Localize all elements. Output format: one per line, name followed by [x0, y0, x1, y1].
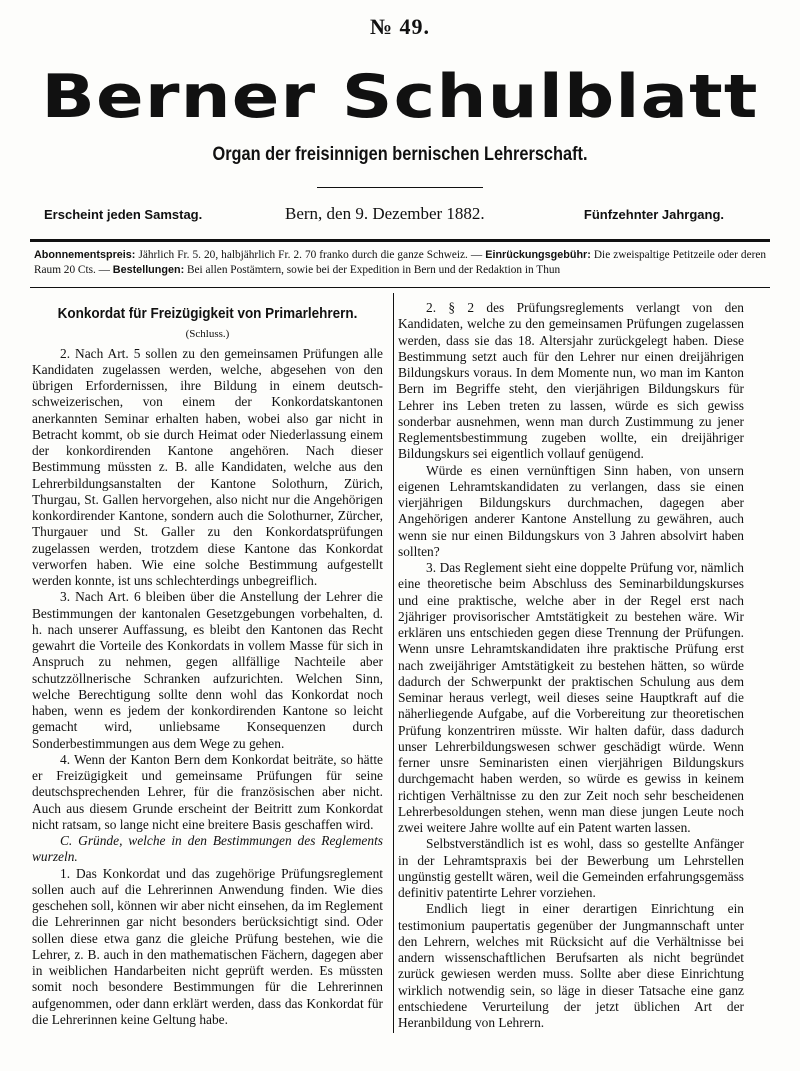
newspaper-subtitle: Organ der freisinnigen bernischen Lehrerschaft.	[212, 144, 588, 165]
subscription-terms	[34, 248, 766, 278]
paragraph: Würde es einen vernünftigen Sinn haben, von unsern eigenen Lehramtskandidaten zu verlangen, dass sie einen vierjährigen Bildungskurs durchmachen, dagegen aber Angehörigen anderer Kantone Anstellung zu gewähren, auch wenn sie nur einen Bildungskurs von 3 Jahren absolvirt haben sollten?	[398, 462, 744, 559]
subscription-label: Abonnementspreis:	[34, 249, 136, 261]
title-divider	[317, 187, 483, 188]
orders-label: Bestellungen:	[112, 264, 185, 276]
paragraph: 2. Nach Art. 5 sollen zu den gemeinsamen Prüfungen alle Kandidaten zugelassen werden, welche, abgesehen von den übrigen Erfordernissen, ihre Bildung in einem deutsch-schweizerischen, von einem der Konkordatskantonen anerkannten Seminar erhalten haben, wobei also gar nicht in Betracht kommt, ob sie durch Heimat oder Niederlassung einem der konkordirenden Kantone angehören. Nach dieser Bestimmung müssten z. B. alle Kandidaten, welche aus den Lehrerbildungsanstalten der Kantone Solothurn, Zürich, Thurgau, St. Gallen hervorgehen, also nicht nur die Angehörigen konkordirender Kantone, sondern auch die Solothurner, Zürcher, Thurgauer und St. Galler zu den Konkordatsprüfungen zugelassen werden, trotzdem diese Kantone das Konkordat verworfen haben. Wie eine solche Bestimmung aufgestellt werden konnte, ist uns schlechterdings unbegreiflich.	[32, 345, 383, 588]
paragraph: 3. Nach Art. 6 bleiben über die Anstellung der Lehrer die Bestimmungen der kantonalen Gesetzgebungen vorbehalten, d. h. nach unserer Auffassung, es bleibt den Kantonen das Recht gewahrt die Vorteile des Konkordats in vollem Masse für sich in Anspruch zu nehmen, gegen allfällige Nachteile aber schutzzöllnerische Schranken aufzurichten. Welchen Sinn, welche Berechtigung sollte denn wohl das Konkordat noch haben, wenn es jedem der konkordirenden Kantone so leicht gemacht wird, unliebsame Konsequenzen durch Sonderbestimmungen aus dem Wege zu gehen.	[32, 589, 383, 751]
paragraph: 4. Wenn der Kanton Bern dem Konkordat beiträte, so hätte er Freizügigkeit und gemeinsame Prüfungen für seine deutschsprechenden Lehrer, für die französischen aber nicht. Auch aus diesem Grunde erscheint der Beitritt zum Konkordat nicht ratsam, so lange nicht eine breitere Basis geschaffen wird.	[32, 751, 383, 832]
place-date: Bern, den 9. Dezember 1882.	[285, 204, 485, 223]
header-rule	[30, 239, 770, 242]
paragraph: Endlich liegt in einer derartigen Einrichtung ein testimonium paupertatis gegenüber der Jungmannschaft unter den Lehrern, welches mit Rücksicht auf die Verhältnisse bei andern wissenschaftlichen Berufsarten als nicht begründet zurück gewiesen werden muss. Sollte aber diese Einrichtung wirklich notwendig sein, so läge in dieser Tatsache eine ganz entschiedene Verurteilung der jetzt üblichen Art der Heranbildung von Lehrern.	[398, 901, 744, 1030]
newspaper-title: Berner Schulblatt	[41, 62, 759, 132]
paragraph: Selbstverständlich ist es wohl, dass so gestellte Anfänger in der Lehramtspraxis bei der Bewerbung um Lehrstellen ungünstig gestellt wären, weil die Gemeinden erfahrungsgemäss definitiv patentirte Lehrer vorziehen.	[398, 836, 744, 900]
column-divider	[393, 293, 394, 1033]
right-column	[398, 300, 744, 1031]
section-heading: C. Gründe, welche in den Bestimmungen des Reglements wurzeln.	[32, 833, 383, 865]
paragraph: 1. Das Konkordat und das zugehörige Prüfungsreglement sollen auch auf die Lehrerinnen Anwendung finden. Wie dies geschehen soll, können wir aber nicht einsehen, da im Reglement die Lehrerinnen gar nicht besonders berücksichtigt sind. Oder sollen diese etwa ganz die gleiche Prüfung bestehen, wie die Lehrer, z. B. auch in den mathematischen Fächern, dagegen aber in weiblichen Handarbeiten nicht geprüft werden. Es müssten somit noch besondere Bestimmungen für die Lehrerinnen aufgenommen, oder dann erklärt werden, dass das Konkordat für die Lehrerinnen keine Geltung habe.	[32, 865, 383, 1027]
insertion-text: Die zweispaltige Petitzeile oder deren Raum 20 Cts. —	[34, 249, 767, 276]
volume-year: Fünfzehnter Jahrgang.	[583, 207, 724, 222]
paragraph: 2. § 2 des Prüfungsreglements verlangt von den Kandidaten, welche zu den gemeinsamen Prüfungen zugelassen werden, dass sie das 18. Altersjahr zurückgelegt haben. Diese Bestimmung setzt auch für den Lehrer nur einen dreijährigen Bildungskurs voraus. In dem Momente nun, wo man im Kanton Bern im Begriffe steht, den vierjährigen Bildungskurs für Lehrer ins Leben treten zu lassen, würde es sich gewiss sonderbar ausnehmen, wenn man durch Zustimmung zu jener Reglementsbestimmung zugeben wollte, ein dreijähriger Bildungskurs sei eigentlich vollauf genügend.	[398, 300, 744, 462]
publication-frequency: Erscheint jeden Samstag.	[44, 207, 203, 222]
article-note: (Schluss.)	[185, 328, 230, 341]
terms-rule	[30, 287, 770, 288]
orders-text: Bei allen Postämtern, sowie bei der Expedition in Bern und der Redaktion in Thun	[187, 264, 561, 276]
left-column	[32, 300, 383, 1028]
insertion-label: Einrückungsgebühr:	[485, 249, 591, 261]
issue-number: № 49.	[369, 14, 431, 39]
subscription-text: Jährlich Fr. 5. 20, halbjährlich Fr. 2. 70 franko durch die ganze Schweiz. —	[138, 249, 483, 261]
article-title: Konkordat für Freizügigkeit von Primarlehrern.	[57, 306, 358, 322]
paragraph: 3. Das Reglement sieht eine doppelte Prüfung vor, nämlich eine theoretische beim Abschluss des Seminarbildungskurses und eine praktische, welche aber in der Regel erst nach 2jähriger provisorischer Amtstätigkeit zu bestehen wäre. Wir erklären uns entschieden gegen diese Trennung der Prüfungen. Wenn unsre Lehramtskandidaten ihre praktische Prüfung erst nach zweijähriger Amtstätigkeit zu bestehen hätten, so würde dadurch der Schwerpunkt der praktischen Schulung aus dem Seminar heraus verlegt, weil dieses seine Hauptkraft auf die näherliegende Aufgabe, auf die Vorbereitung zur theoretischen Prüfung konzentriren müsste. Wir halten dafür, dass dadurch unser Lehrerbildungswesen schwer geschädigt würde. Wenn ferner unsre Seminaristen einen vierjährigen Bildungskurs durchgemacht haben werden, so würde es gewiss in keinem richtigen Verhältnisse zu den zur Zeit noch sehr bescheidenen Lehrerbesoldungen stehen, wenn man diese jungen Leute noch zwei weitere Jahre wollte auf ein Patent warten lassen.	[398, 560, 744, 835]
